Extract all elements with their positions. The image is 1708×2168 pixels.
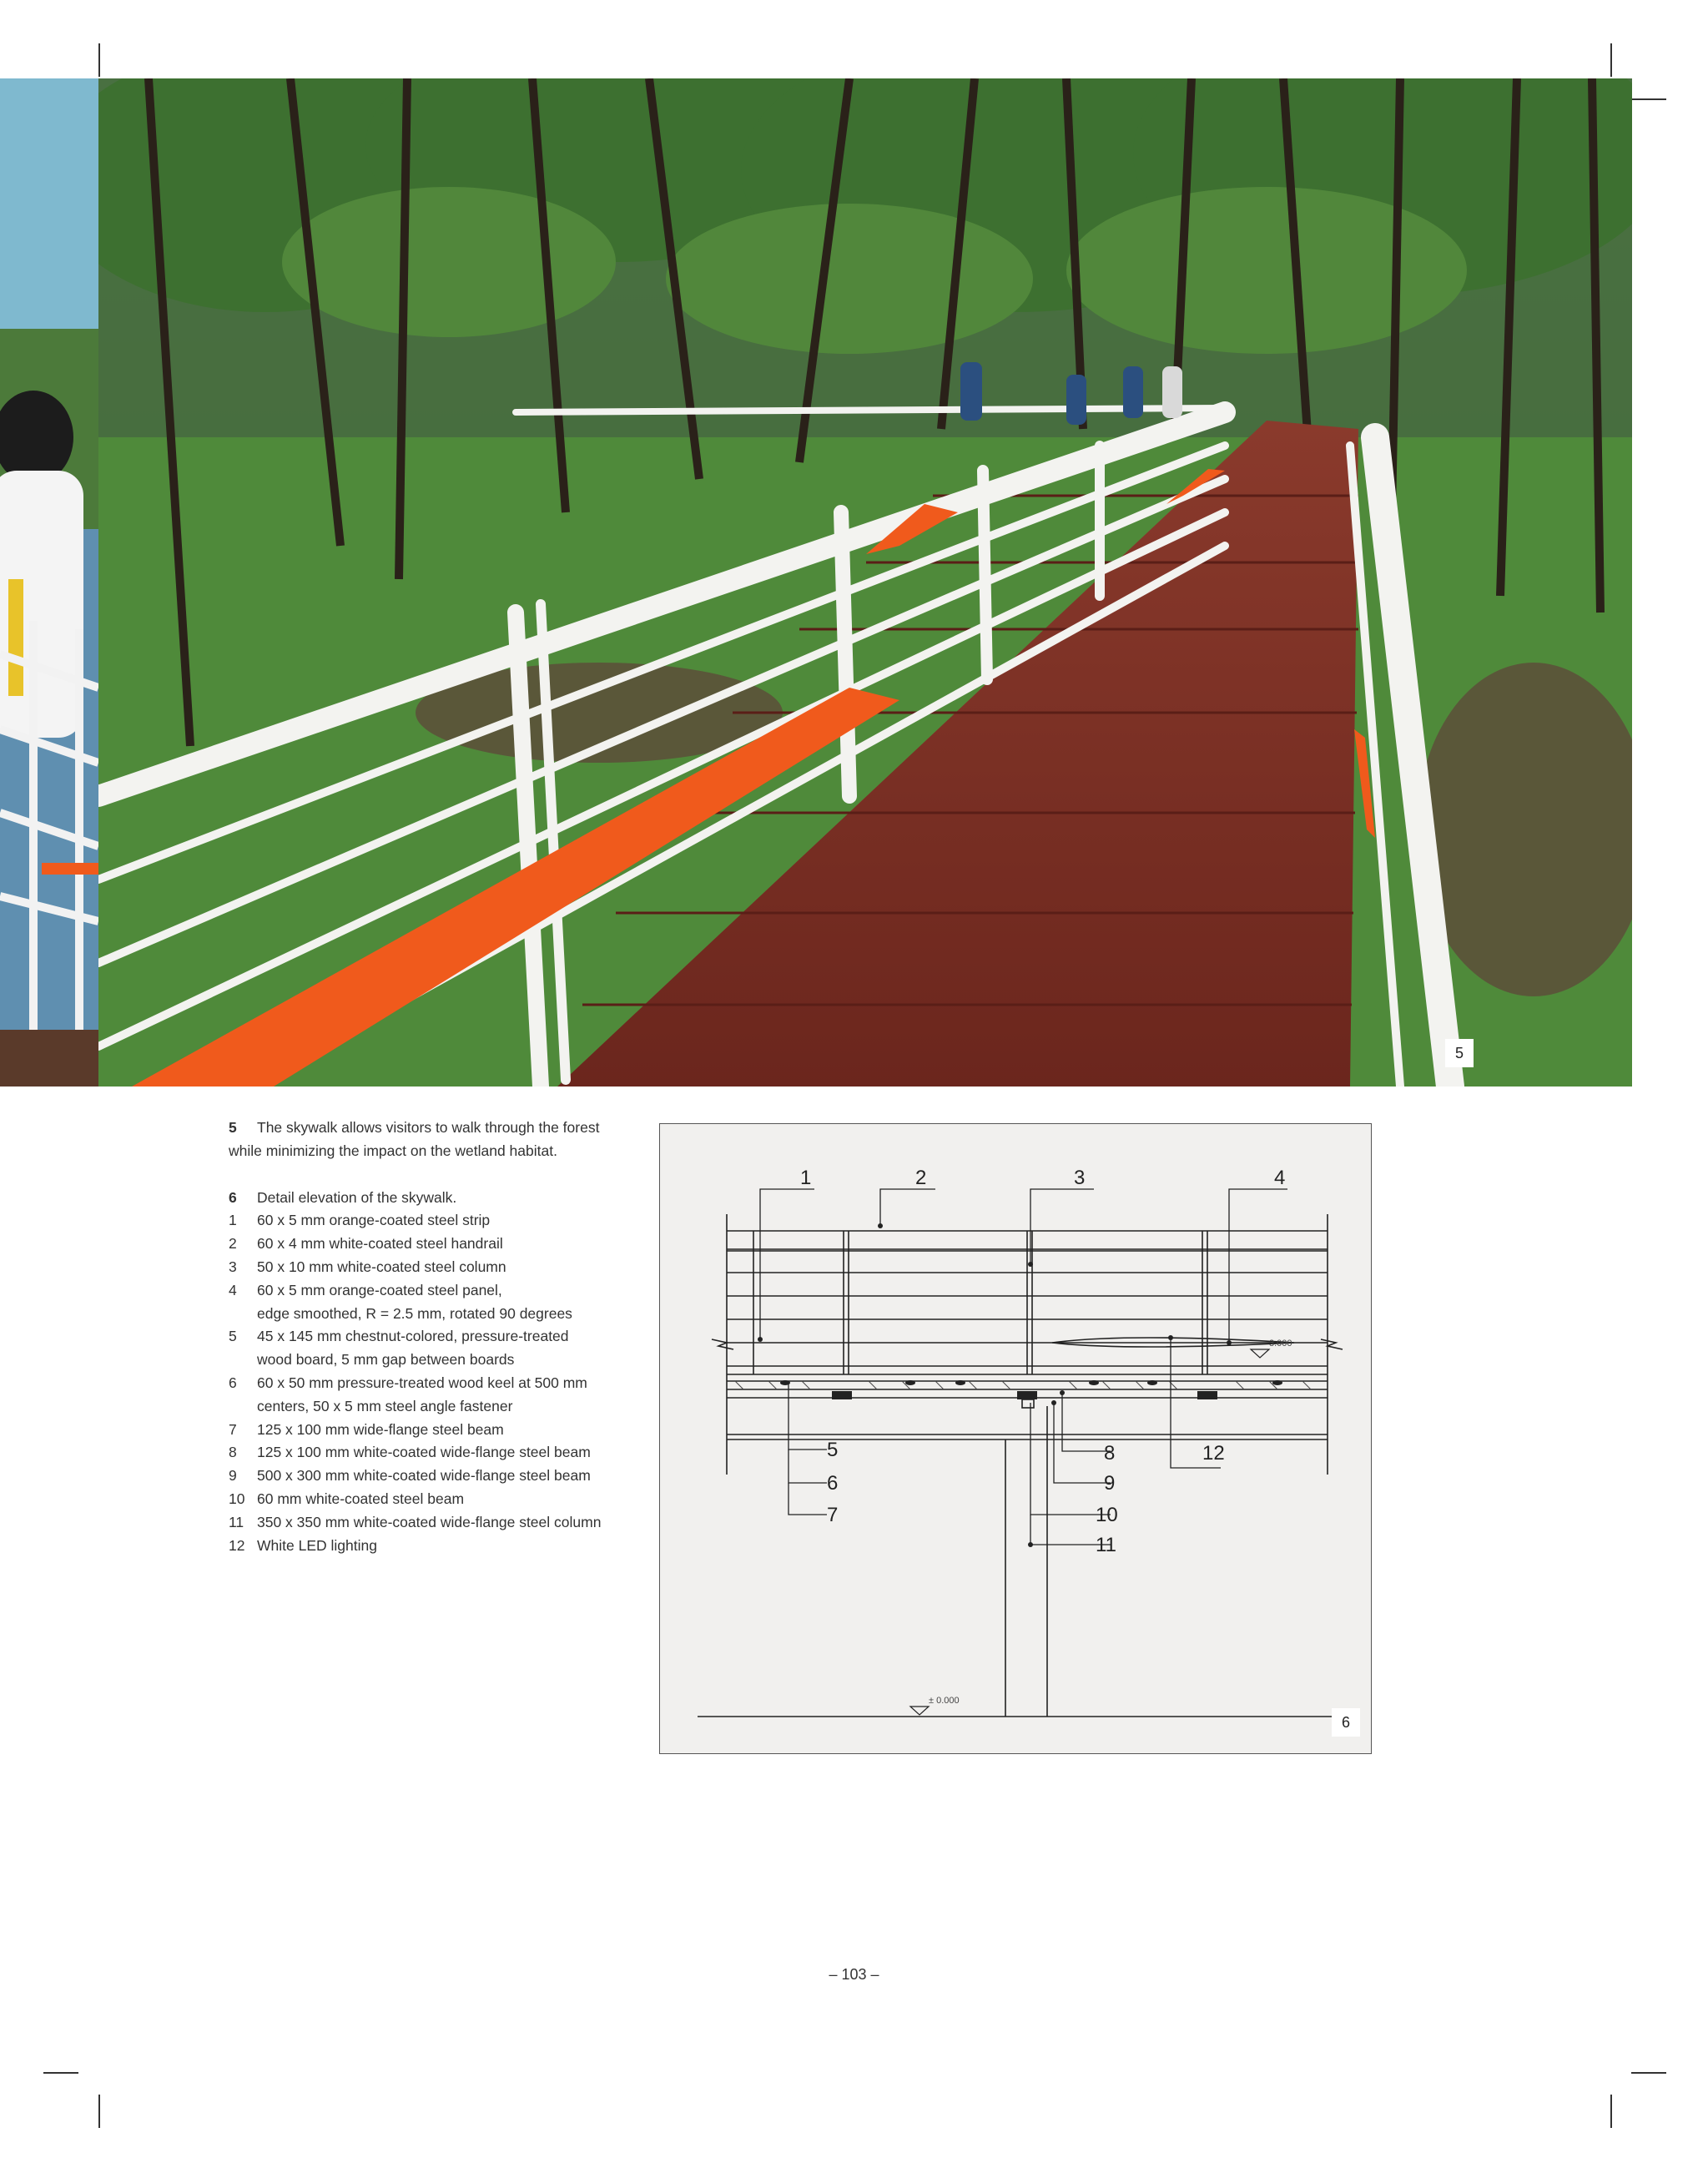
legend-item (229, 1419, 629, 1442)
legend-item-number: 11 (229, 1513, 244, 1530)
legend-item (229, 1209, 629, 1233)
legend-item-text: edge smoothed, R = 2.5 mm, rotated 90 degrees (257, 1304, 572, 1322)
legend-item (229, 1465, 629, 1488)
legend-item-text: White LED lighting (257, 1536, 377, 1554)
photo-figure-number: 5 (1445, 1039, 1474, 1067)
legend-item (229, 1488, 629, 1511)
legend-item (229, 1279, 629, 1303)
legend-item-text: 60 x 5 mm orange-coated steel panel, (257, 1281, 502, 1298)
page-number: – 103 – (829, 1966, 879, 1983)
legend-item (229, 1256, 629, 1279)
deck-level-label: 3.000 (1269, 1339, 1292, 1349)
legend-item (229, 1395, 629, 1419)
callout-number: 1 (800, 1167, 812, 1189)
legend-item-number: 10 (229, 1490, 245, 1507)
legend-item (229, 1325, 629, 1349)
legend-list (229, 1209, 629, 1557)
legend-item-number: 5 (229, 1328, 237, 1345)
legend-item-number: 12 (229, 1536, 245, 1554)
legend-item-number: 2 (229, 1235, 237, 1253)
drawing-figure-number: 6 (1332, 1708, 1360, 1737)
legend-item-text: 60 x 4 mm white-coated steel handrail (257, 1235, 503, 1253)
callout-number: 7 (827, 1504, 839, 1526)
callout-number: 4 (1274, 1167, 1286, 1189)
legend-item (229, 1233, 629, 1256)
legend-item-number (229, 1303, 257, 1326)
legend-item-text: 350 x 350 mm white-coated wide-flange steel column (257, 1513, 602, 1530)
legend-item-text: 45 x 145 mm chestnut-colored, pressure-treated (257, 1328, 569, 1345)
legend-item-text: 60 x 5 mm orange-coated steel strip (257, 1212, 491, 1229)
crop-mark (1631, 2072, 1666, 2074)
caption-number: 6 (229, 1188, 237, 1206)
callout-number: 12 (1202, 1442, 1225, 1465)
legend-item-number: 6 (229, 1374, 237, 1391)
legend-item-text: centers, 50 x 5 mm steel angle fastener (257, 1397, 513, 1414)
callout-number: 2 (915, 1167, 927, 1189)
crop-mark (1610, 43, 1612, 77)
legend-item-number: 9 (229, 1467, 237, 1485)
legend-item (229, 1511, 629, 1535)
legend-item-number: 8 (229, 1444, 237, 1461)
callout-number: 9 (1104, 1472, 1116, 1495)
crop-mark (98, 2095, 100, 2128)
legend-item-number (229, 1395, 257, 1419)
legend-item-text: 125 x 100 mm wide-flange steel beam (257, 1420, 504, 1438)
caption-text: The skywalk allows visitors to walk through the forest (257, 1119, 600, 1136)
callout-number: 5 (827, 1439, 839, 1461)
callout-number: 11 (1096, 1534, 1116, 1556)
legend-item-text: wood board, 5 mm gap between boards (257, 1351, 515, 1369)
legend-item-text: 60 x 50 mm pressure-treated wood keel at 500 mm (257, 1374, 587, 1391)
legend-item (229, 1441, 629, 1465)
crop-mark (1610, 2095, 1612, 2128)
crop-mark (43, 2072, 78, 2074)
caption-title: Detail elevation of the skywalk. (257, 1188, 457, 1206)
caption-text: while minimizing the impact on the wetland habitat. (229, 1142, 557, 1159)
detail-elevation-drawing (659, 1123, 1372, 1754)
callout-number: 10 (1096, 1504, 1118, 1526)
callout-number: 8 (1104, 1442, 1116, 1465)
ground-level-label: ± 0.000 (929, 1696, 960, 1706)
legend-item (229, 1349, 629, 1372)
callout-number: 3 (1074, 1167, 1086, 1189)
caption-number: 5 (229, 1119, 237, 1136)
legend-item-number (229, 1349, 257, 1372)
legend-item (229, 1535, 629, 1558)
legend-item-text: 60 mm white-coated steel beam (257, 1490, 465, 1507)
figure-captions (229, 1117, 629, 1557)
crop-mark (1631, 98, 1666, 100)
legend-item-number: 4 (229, 1281, 237, 1298)
legend-item (229, 1303, 629, 1326)
legend-item-number: 3 (229, 1258, 237, 1275)
legend-item (229, 1372, 629, 1395)
drawing-caption (229, 1187, 629, 1558)
legend-item-text: 500 x 300 mm white-coated wide-flange steel beam (257, 1467, 591, 1485)
legend-item-text: 125 x 100 mm white-coated wide-flange steel beam (257, 1444, 591, 1461)
legend-item-text: 50 x 10 mm white-coated steel column (257, 1258, 506, 1275)
photo-caption (229, 1117, 629, 1163)
legend-item-number: 7 (229, 1420, 237, 1438)
skywalk-photo (98, 78, 1632, 1087)
callout-number: 6 (827, 1472, 839, 1495)
elevation-svg (660, 1124, 1373, 1755)
legend-item-number: 1 (229, 1212, 237, 1229)
adjacent-photo-sliver (0, 78, 98, 1087)
crop-mark (98, 43, 100, 77)
